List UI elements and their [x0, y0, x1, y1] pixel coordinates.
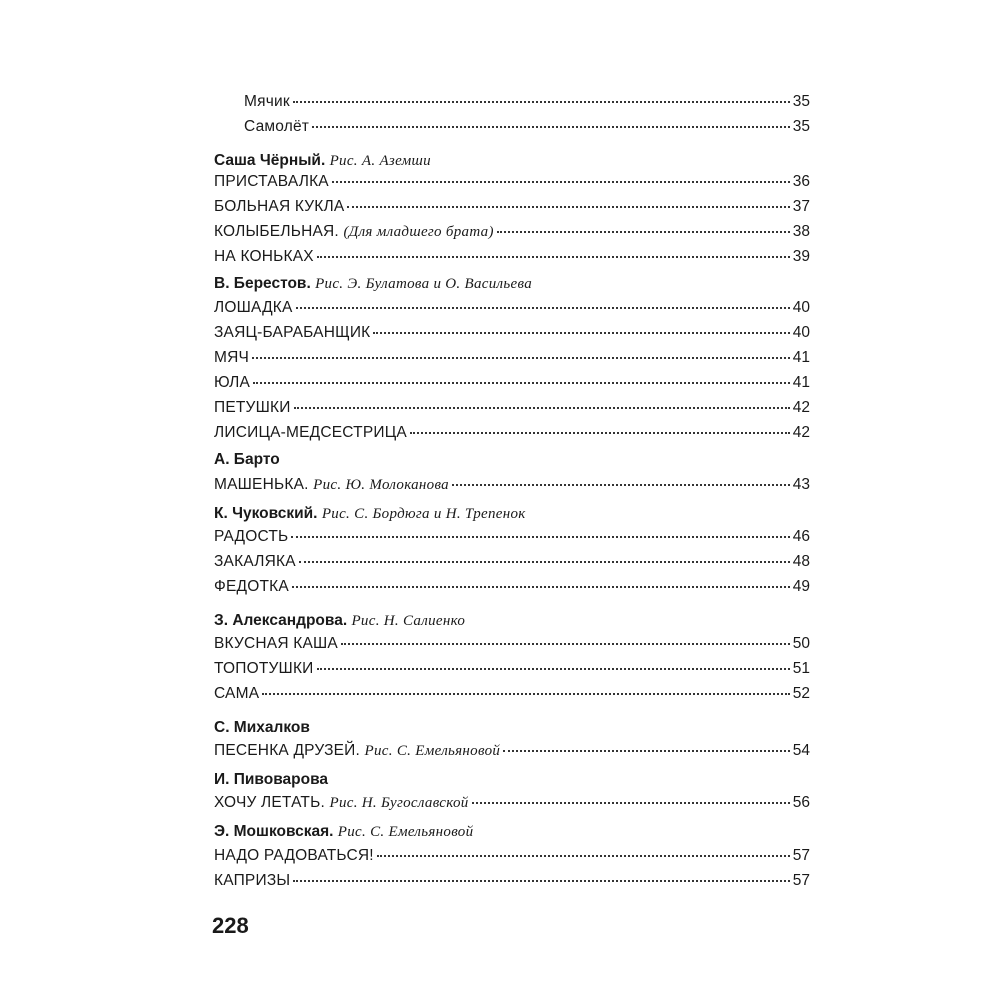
entry-title: ЛОШАДКА — [214, 299, 293, 316]
toc-entry — [214, 197, 810, 217]
author-heading — [214, 274, 532, 294]
dot-leader — [262, 693, 790, 695]
dot-leader — [341, 643, 790, 645]
entry-page: 40 — [792, 324, 810, 341]
author-name: И. Пивоварова — [214, 771, 329, 788]
illustrator-credit: Рис. А. Аземши — [329, 153, 431, 169]
entry-page: 40 — [792, 299, 810, 316]
toc-entry — [214, 527, 810, 547]
entry-title: НАДО РАДОВАТЬСЯ! — [214, 847, 374, 864]
dot-leader — [253, 382, 790, 384]
toc-entry — [214, 552, 810, 572]
toc-entry — [214, 577, 810, 597]
entry-page: 39 — [792, 248, 810, 265]
entry-page: 56 — [792, 794, 810, 811]
dot-leader — [472, 802, 790, 804]
entry-page: 38 — [792, 223, 810, 240]
entry-page: 42 — [792, 424, 810, 441]
entry-title: ФЕДОТКА — [214, 578, 289, 595]
entry-page: 51 — [792, 660, 810, 677]
entry-note: Рис. С. Емельяновой — [364, 743, 501, 759]
toc-entry — [214, 871, 810, 891]
dot-leader — [291, 536, 789, 538]
entry-page: 42 — [792, 399, 810, 416]
toc-entry — [244, 117, 810, 137]
author-heading — [214, 718, 310, 738]
entry-page: 52 — [792, 685, 810, 702]
dot-leader — [292, 586, 790, 588]
author-name: А. Барто — [214, 451, 280, 468]
entry-page: 37 — [792, 198, 810, 215]
toc-entry — [214, 172, 810, 192]
entry-page: 43 — [792, 476, 810, 493]
dot-leader — [299, 561, 790, 563]
dot-leader — [296, 307, 790, 309]
author-heading — [214, 504, 526, 524]
entry-title — [214, 475, 449, 495]
dot-leader — [410, 432, 790, 434]
entry-title: ТОПОТУШКИ — [214, 660, 314, 677]
dot-leader — [293, 101, 790, 103]
toc-entry — [244, 92, 810, 112]
dot-leader — [503, 750, 790, 752]
entry-title: МЯЧ — [214, 349, 250, 366]
entry-page: 41 — [792, 374, 810, 391]
toc-entry — [214, 846, 810, 866]
entry-title: ЗАКАЛЯКА — [214, 553, 296, 570]
toc-entry — [214, 298, 810, 318]
author-heading — [214, 822, 473, 842]
dot-leader — [373, 332, 789, 334]
dot-leader — [317, 668, 790, 670]
toc-entry — [214, 793, 810, 813]
author-heading — [214, 770, 328, 790]
author-name: С. Михалков — [214, 719, 310, 736]
dot-leader — [317, 256, 790, 258]
entry-page: 46 — [792, 528, 810, 545]
toc-entry — [214, 741, 810, 761]
dot-leader — [347, 206, 789, 208]
illustrator-credit: Рис. Э. Булатова и О. Васильева — [315, 276, 532, 292]
entry-page: 41 — [792, 349, 810, 366]
entry-page: 49 — [792, 578, 810, 595]
dot-leader — [294, 407, 790, 409]
entry-title-text: КОЛЫБЕЛЬНАЯ. — [214, 223, 339, 240]
entry-title-text: ХОЧУ ЛЕТАТЬ. — [214, 794, 325, 811]
dot-leader — [332, 181, 790, 183]
entry-page: 35 — [792, 118, 810, 135]
entry-title: ПРИСТАВАЛКА — [214, 173, 329, 190]
entry-title: ЛИСИЦА-МЕДСЕСТРИЦА — [214, 424, 407, 441]
entry-title — [214, 741, 500, 761]
toc-entry — [214, 222, 810, 242]
entry-title: ЮЛА — [214, 374, 251, 391]
author-name: Э. Мошковская. — [214, 823, 334, 840]
entry-title: КАПРИЗЫ — [214, 872, 291, 889]
entry-page: 48 — [792, 553, 810, 570]
entry-title — [214, 222, 494, 242]
toc-entry — [214, 684, 810, 704]
toc-entry — [214, 348, 810, 368]
entry-title-text: ПЕСЕНКА ДРУЗЕЙ. — [214, 742, 361, 759]
entry-note: Рис. Н. Бугославской — [329, 795, 469, 811]
toc-entry — [214, 323, 810, 343]
toc-entry — [214, 373, 810, 393]
toc-entry — [214, 475, 810, 495]
entry-title: ВКУСНАЯ КАША — [214, 635, 338, 652]
toc-entry — [214, 659, 810, 679]
author-name: В. Берестов. — [214, 275, 311, 292]
toc-entry — [214, 423, 810, 443]
entry-title: РАДОСТЬ — [214, 528, 289, 545]
entry-page: 50 — [792, 635, 810, 652]
dot-leader — [377, 855, 790, 857]
entry-title: САМА — [214, 685, 260, 702]
dot-leader — [252, 357, 790, 359]
illustrator-credit: Рис. С. Бордюга и Н. Трепенок — [321, 506, 526, 522]
author-heading — [214, 611, 465, 631]
entry-title — [214, 793, 469, 813]
author-name: Саша Чёрный. — [214, 152, 326, 169]
entry-page: 54 — [792, 742, 810, 759]
entry-note: (Для младшего брата) — [343, 224, 494, 240]
entry-page: 35 — [792, 93, 810, 110]
author-name: К. Чуковский. — [214, 505, 318, 522]
dot-leader — [497, 231, 790, 233]
author-heading — [214, 450, 280, 470]
entry-title: НА КОНЬКАХ — [214, 248, 314, 265]
entry-page: 57 — [792, 872, 810, 889]
toc-entry — [214, 634, 810, 654]
dot-leader — [293, 880, 789, 882]
author-name: З. Александрова. — [214, 612, 348, 629]
illustrator-credit: Рис. С. Емельяновой — [337, 824, 474, 840]
dot-leader — [452, 484, 790, 486]
toc-entry — [214, 247, 810, 267]
entry-page: 36 — [792, 173, 810, 190]
entry-page: 57 — [792, 847, 810, 864]
entry-note: Рис. Ю. Молоканова — [313, 477, 449, 493]
entry-title: Мячик — [244, 93, 290, 110]
entry-title: Самолёт — [244, 118, 310, 135]
page-number: 228 — [212, 913, 249, 938]
entry-title: ПЕТУШКИ — [214, 399, 291, 416]
entry-title: БОЛЬНАЯ КУКЛА — [214, 198, 345, 215]
entry-title: ЗАЯЦ-БАРАБАНЩИК — [214, 324, 371, 341]
toc-entry — [214, 398, 810, 418]
illustrator-credit: Рис. Н. Салиенко — [351, 613, 466, 629]
author-heading — [214, 151, 431, 171]
entry-title-text: МАШЕНЬКА. — [214, 476, 309, 493]
dot-leader — [312, 126, 790, 128]
